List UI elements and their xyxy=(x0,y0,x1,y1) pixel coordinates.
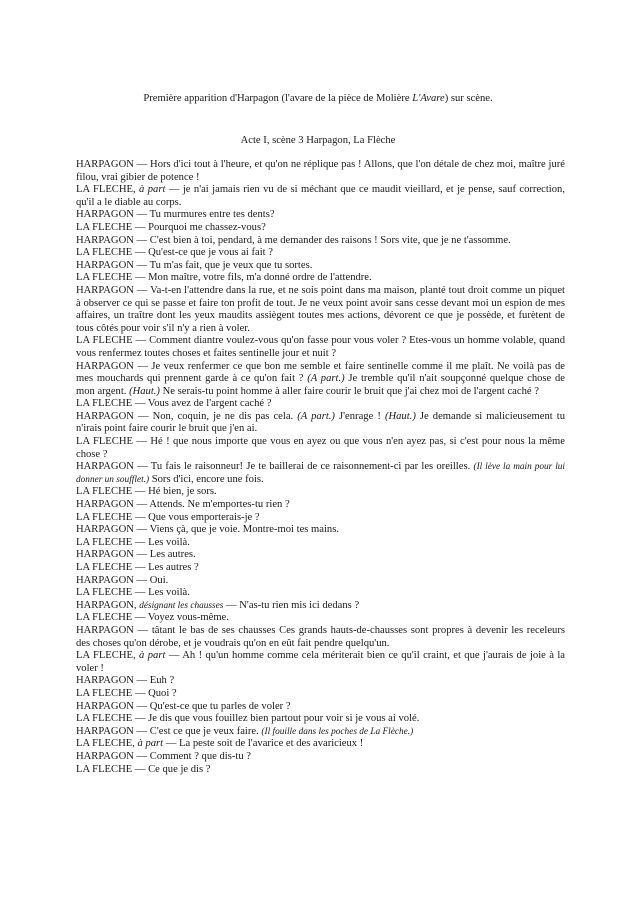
dialogue-text-segment: LA FLECHE — Ce que je dis ? xyxy=(76,763,211,775)
dialogue-text-segment: HARPAGON — Attends. Ne m'emportes-tu rien ? xyxy=(76,499,290,511)
dialogue-text-segment: LA FLECHE — Hé bien, je sors. xyxy=(76,486,217,498)
dialogue-line xyxy=(76,726,565,739)
dialogue-text-segment: LA FLECHE — Je dis que vous fouillez bien partout pour voir si je vous ai volé. xyxy=(76,713,420,725)
dialogue-line xyxy=(76,436,565,461)
dialogue-text-segment: HARPAGON — C'est bien à toi, pendard, à me demander des raisons ! Sors vite, que je ne t'assomme. xyxy=(76,234,511,246)
stage-direction: à part xyxy=(139,184,166,196)
stage-direction: (Haut.) xyxy=(384,410,416,422)
dialogue-line xyxy=(76,222,565,235)
dialogue-line xyxy=(76,398,565,411)
dialogue-line xyxy=(76,612,565,625)
stage-direction: désignant les chausses xyxy=(139,600,224,611)
dialogue-text-segment: Je demande si malicieusement tu n'irais point faire courir le bruit que j'en ai. xyxy=(76,410,566,435)
dialogue-text-segment: LA FLECHE — Mon maître, votre fils, m'a donné ordre de l'attendre. xyxy=(76,272,372,284)
intro-text-end: ) sur scène. xyxy=(444,93,493,104)
dialogue-line xyxy=(76,688,565,701)
intro-text: Première apparition d'Harpagon (l'avare de la pièce de Molière xyxy=(143,93,413,104)
dialogue-line xyxy=(76,524,565,537)
dialogue-line xyxy=(76,411,565,436)
dialogue-text-segment: HARPAGON — Va-t-en l'attendre dans la rue, et ne sois point dans ma maison, planté tout droit comme un piquet à observer ce qui se passe et faire ton profit de tout. Je ne veux point avoir sans cesse devant moi un espion de mes affaires, un traître dont les yeux maudits assiègent toutes mes actions, dévorent ce que je possède, et furètent de tous côtés pour voir s'il n'y a rien à voler. xyxy=(76,284,565,334)
stage-direction: à part xyxy=(137,738,164,750)
dialogue-text-segment: HARPAGON — Tu fais le raisonneur! Je te baillerai de ce raisonnement-ci par les oreilles. xyxy=(76,461,474,473)
dialogue-line xyxy=(76,260,565,273)
dialogue-text-segment: Je tremble qu'il n'ait soupçonné quelque chose de mon argent. xyxy=(76,373,565,397)
dialogue-line xyxy=(76,335,565,360)
stage-direction: (Il fouille dans les poches de La Flèche.) xyxy=(261,726,414,737)
dialogue-line xyxy=(76,764,565,777)
dialogue-line xyxy=(76,209,565,222)
scene-heading: Acte I, scène 3 Harpagon, La Flèche xyxy=(240,135,396,146)
dialogue-text-segment: HARPAGON — Viens çà, que je voie. Montre-moi tes mains. xyxy=(76,524,340,536)
dialogue-text-segment: — N'as-tu rien mis ici dedans ? xyxy=(223,599,360,611)
dialogue-text-segment: LA FLECHE — Pourquoi me chassez-vous? xyxy=(76,221,266,233)
dialogue-line xyxy=(76,625,565,650)
dialogue-text-segment: LA FLECHE, xyxy=(76,650,140,662)
dialogue-line xyxy=(76,701,565,714)
stage-direction: (Haut.) xyxy=(129,385,160,397)
dialogue-text-segment: HARPAGON — Les autres. xyxy=(76,549,196,561)
stage-direction: (A part.) xyxy=(307,373,345,385)
dialogue-text-segment: — je n'ai jamais rien vu de si méchant que ce maudit vieillard, et je pense, sauf correction, qu'il a le diable au corps. xyxy=(76,184,565,208)
dialogue-line xyxy=(76,675,565,688)
dialogue-text-segment: HARPAGON — Qu'est-ce que tu parles de voler ? xyxy=(76,700,291,712)
dialogue-text-segment: HARPAGON — Hors d'ici tout à l'heure, et qu'on ne réplique pas ! Allons, que l'on détale de chez moi, maître juré filou, vrai gibier de potence ! xyxy=(76,159,565,183)
dialogue-text-segment: HARPAGON, xyxy=(76,599,140,611)
dialogue-line xyxy=(76,235,565,248)
dialogue-text-segment: HARPAGON — Tu murmures entre tes dents? xyxy=(76,209,275,221)
dialogue-text-segment: J'enrage ! xyxy=(334,410,385,422)
dialogue-text-segment: Ne serais-tu point homme à aller faire courir le bruit que j'ai chez moi de l'argent caché ? xyxy=(159,385,539,397)
dialogue-text-segment: LA FLECHE — Les autres ? xyxy=(76,562,199,573)
dialogue-text-segment: HARPAGON — Tu m'as fait, que je veux que tu sortes. xyxy=(76,259,313,271)
dialogue-text-segment: HARPAGON — Oui. xyxy=(76,574,169,586)
stage-direction: (A part.) xyxy=(297,410,335,422)
dialogue-line xyxy=(76,751,565,764)
dialogue-text-segment: LA FLECHE — Les voilà. xyxy=(76,587,190,599)
dialogue-text-segment: HARPAGON — Je veux renfermer ce que bon me semble et faire sentinelle comme il me plaît. Ne voilà pas de mes mouchards qui prennent garde à ce qu'on fait ? xyxy=(76,360,565,385)
dialogue-line xyxy=(76,650,565,675)
dialogue-text-segment: HARPAGON — C'est ce que je veux faire. xyxy=(76,725,262,737)
dialogue-text-segment: — Ah ! qu'un homme comme cela mériterait bien ce qu'il craint, et que j'aurais de joie à la voler ! xyxy=(76,650,566,674)
intro-line xyxy=(0,93,636,106)
dialogue-line xyxy=(76,562,565,575)
dialogue-text-segment: LA FLECHE — Quoi ? xyxy=(76,687,177,699)
dialogue-line xyxy=(76,486,565,499)
dialogue-text-segment: — La peste soit de l'avarice et des avaricieux ! xyxy=(163,738,364,750)
dialogue-line xyxy=(76,738,565,751)
dialogue-text-segment: Sors d'ici, encore une fois. xyxy=(149,473,264,485)
dialogue-line xyxy=(76,713,565,726)
stage-direction: (Il lève la main pour lui donner un soufflet.) xyxy=(76,462,566,485)
dialogue-text-segment: HARPAGON — Euh ? xyxy=(76,675,175,687)
dialogue-text-segment: LA FLECHE, xyxy=(76,738,138,750)
dialogue-text-segment: LA FLECHE — Voyez vous-même. xyxy=(76,612,229,624)
play-title: L'Avare xyxy=(412,93,445,104)
dialogue-line xyxy=(76,361,565,399)
dialogue-text-segment: HARPAGON — Comment ? que dis-tu ? xyxy=(76,750,251,762)
stage-direction: à part xyxy=(139,650,166,662)
dialogue-line xyxy=(76,247,565,260)
dialogue-line xyxy=(76,549,565,562)
dialogue-text-segment: LA FLECHE — Les voilà. xyxy=(76,536,190,548)
dialogue-text-segment: LA FLECHE — Comment diantre voulez-vous qu'on fasse pour vous voler ? Etes-vous un homme volable, quand vous renfermez toutes choses et faites sentinelle jour et nuit ? xyxy=(76,335,565,359)
dialogue-line xyxy=(76,537,565,550)
dialogue-text-segment: LA FLECHE — Qu'est-ce que je vous ai fait ? xyxy=(76,247,273,259)
dialogue-text-segment: HARPAGON — Non, coquin, je ne dis pas cela. xyxy=(76,410,298,422)
dialogue-text-segment: LA FLECHE — Hé ! que nous importe que vous en ayez ou que vous n'en ayez pas, si c'est pour nous la même chose ? xyxy=(76,436,565,460)
dialogue-line xyxy=(76,184,565,209)
dialogue-text-segment: LA FLECHE — Vous avez de l'argent caché ? xyxy=(76,398,272,410)
dialogue-line xyxy=(76,499,565,512)
dialogue-line xyxy=(76,461,565,486)
dialogue-text-segment: LA FLECHE, xyxy=(76,184,140,196)
dialogue-text xyxy=(76,159,565,776)
dialogue-line xyxy=(76,285,565,335)
dialogue-line xyxy=(76,587,565,600)
dialogue-line xyxy=(76,272,565,285)
dialogue-text-segment: LA FLECHE — Que vous emporterais-je ? xyxy=(76,511,260,523)
dialogue-line xyxy=(76,575,565,588)
dialogue-text-segment: HARPAGON — tâtant le bas de ses chausses Ces grands hauts-de-chausses sont propres à devenir les receleurs des choses qu'on dérobe, et je voudrais qu'on en eût fait pendre quelqu'un. xyxy=(76,624,565,649)
dialogue-line xyxy=(76,159,565,184)
dialogue-line xyxy=(76,600,565,613)
dialogue-line xyxy=(76,512,565,525)
